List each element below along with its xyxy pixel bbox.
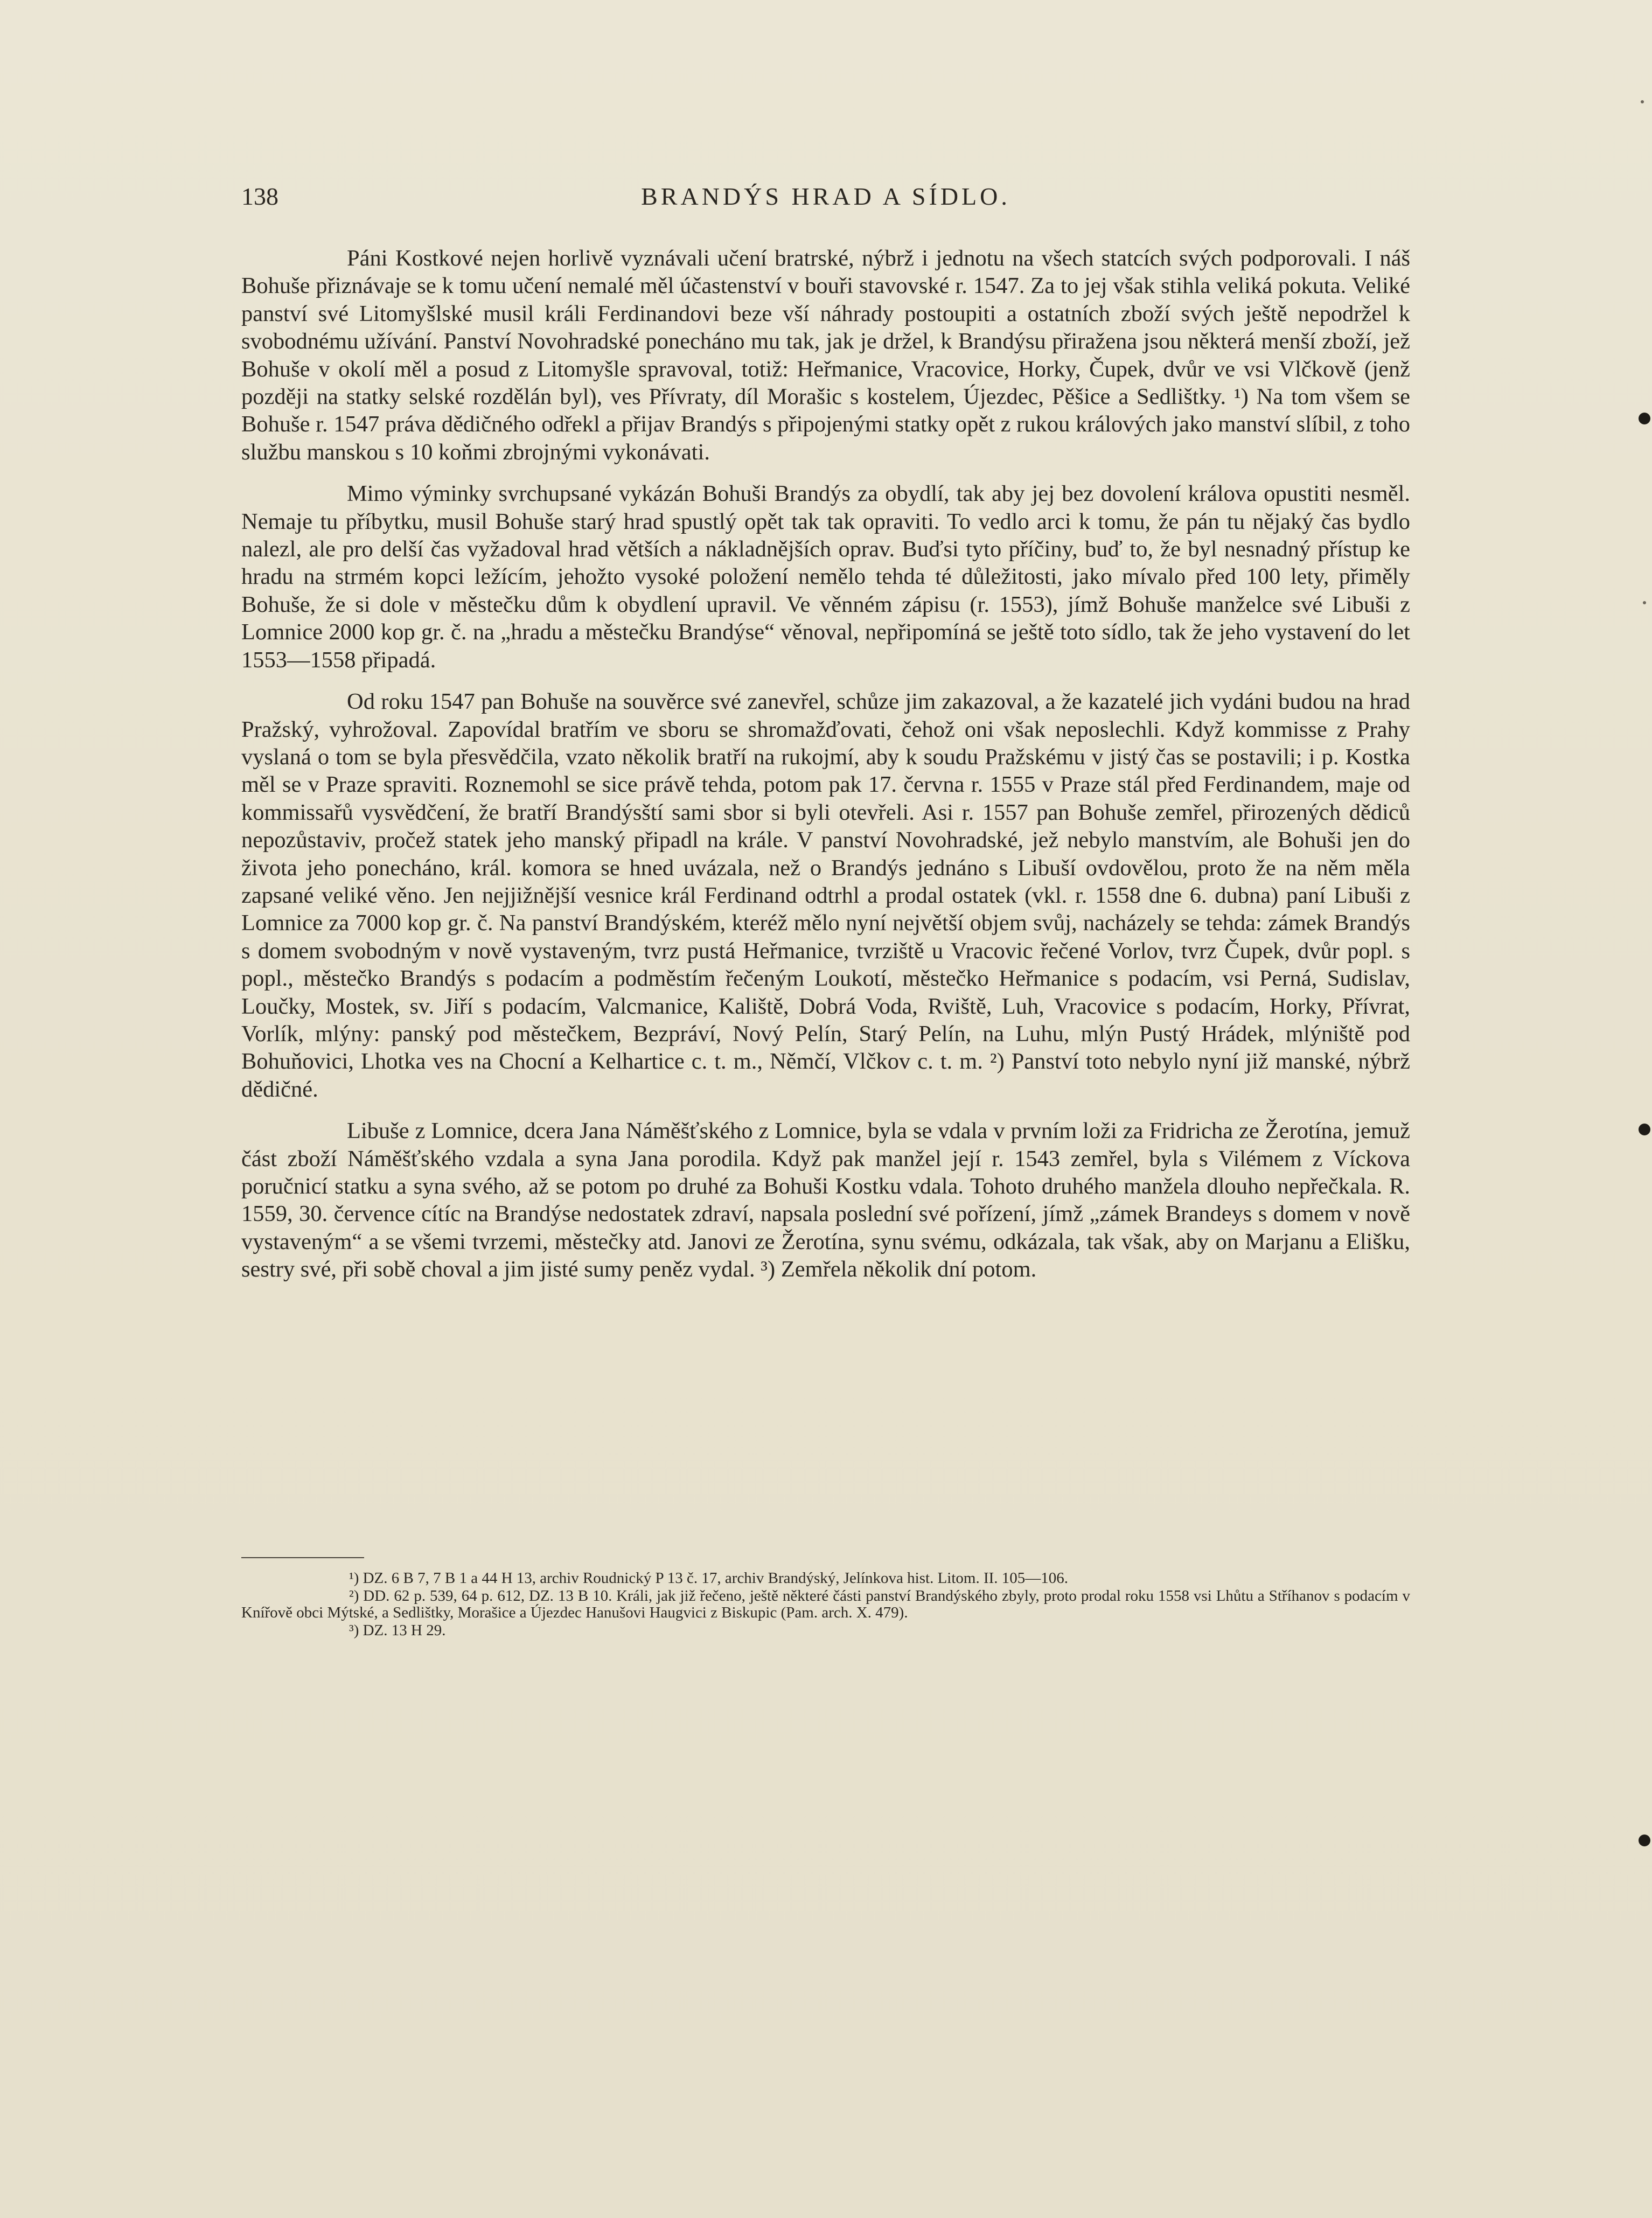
binding-mark (1639, 1124, 1650, 1135)
running-title: BRANDÝS HRAD A SÍDLO. (641, 183, 1010, 210)
page-speck (1643, 601, 1646, 604)
footnote: ¹) DZ. 6 B 7, 7 B 1 a 44 H 13, archiv Roudnický P 13 č. 17, archiv Brandýský, Jelínkova hist. Litom. II. 105—106. (349, 1570, 1069, 1587)
page-header (241, 182, 1410, 214)
footnote: ³) DZ. 13 H 29. (349, 1622, 446, 1639)
body-text (241, 245, 1410, 1298)
paragraph: Mimo výminky svrchupsané vykázán Bohuši Brandýs za obydlí, tak aby jej bez dovolení králova opustiti nesměl. Nemaje tu příbytku, musil Bohuše starý hrad spustlý opět tak tak opraviti. To vedlo arci k tomu, že pán tu nějaký čas bydlo nalezl, ale pro delší čas vyžadoval hrad větších a nákladnějších oprav. Buďsi tyto příčiny, buď to, že byl nesnadný přístup ke hradu na strmém kopci ležícím, jehožto vysoké položení nemělo tehda té důležitosti, jako mívalo před 100 lety, přiměly Bohuše, že si dole v městečku dům k obydlení upravil. Ve věnném zápisu (r. 1553), jímž Bohuše manželce své Libuši z Lomnice 2000 kop gr. č. na „hradu a městečku Brandýse“ věnoval, nepřipomíná se ještě toto sídlo, tak že jeho vystavení do let 1553—1558 připadá. (241, 481, 1410, 673)
page-speck (1641, 100, 1644, 103)
footnote: ²) DD. 62 p. 539, 64 p. 612, DZ. 13 B 10. Králi, jak již řečeno, ještě některé části panství Brandýského zbyly, proto prodal roku 1558 vsi Lhůtu a Stříhanov s podacím v Knířově obci Mýtské, a Sedlištky, Morašice a Újezdec Hanušovi Haugvici z Biskupic (Pam. arch. X. 479). (241, 1587, 1410, 1621)
paragraph: Od roku 1547 pan Bohuše na souvěrce své zanevřel, schůze jim zakazoval, a že kazatelé jich vydáni budou na hrad Pražský, vyhrožoval. Zapovídal bratřím ve sboru se shromažďovati, čehož oni však neposlechli. Když kommisse z Prahy vyslaná o tom se byla přesvědčila, vzato několik bratří na rukojmí, aby k soudu Pražskému v jistý čas se postavili; i p. Kostka měl se v Praze spraviti. Roznemohl se sice právě tehda, potom pak 17. června r. 1555 v Praze stál před Ferdinandem, maje od kommissařů vysvědčení, že bratří Brandýsští sami sbor si byli otevřeli. Asi r. 1557 pan Bohuše zemřel, přirozených dědiců nepozůstaviv, pročež statek jeho manský připadl na krále. V panství Novohradské, jež nebylo manstvím, ale Bohuši jen do života jeho ponecháno, král. komora se hned uvázala, než o Brandýs jednáno s Libuší ovdovělou, proto že na něm měla zapsané veliké věno. Jen nejjižnější vesnice král Ferdinand odtrhl a prodal ostatek (vkl. r. 1558 dne 6. dubna) paní Libuši z Lomnice za 7000 kop gr. č. Na panství Brandýském, kteréž mělo nyní největší objem svůj, nacházely se tehda: zámek Brandýs s domem svobodným v nově vystaveným, tvrz pustá Heřmanice, tvrziště u Vracovic řečené Vorlov, tvrz Čupek, dvůr popl. s popl., městečko Brandýs s podacím a podměstím řečeným Loukotí, městečko Heřmanice s podacím, vsi Perná, Sudislav, Loučky, Mostek, sv. Jiří s podacím, Valcmanice, Kaliště, Dobrá Voda, Rviště, Luh, Vracovice s podacím, Horky, Přívrat, Vorlík, mlýny: panský pod městečkem, Bezpráví, Nový Pelín, Starý Pelín, na Luhu, mlýn Pustý Hrádek, mlýniště pod Bohuňovici, Lhotka ves na Chocní a Kelhartice c. t. m., Němčí, Vlčkov c. t. m. ²) Panství toto nebylo nyní již manské, nýbrž dědičné. (241, 689, 1410, 1102)
footnotes (241, 1570, 1410, 1640)
paragraph: Páni Kostkové nejen horlivě vyznávali učení bratrské, nýbrž i jednotu na všech statcích svých podporovali. I náš Bohuše přiznávaje se k tomu učení nemalé měl účastenství v bouři stavovské r. 1547. Za to jej však stihla veliká pokuta. Veliké panství své Litomyšlské musil králi Ferdinandovi beze vší náhrady postoupiti a ostatních zboží svých ještě nepodržel k svobodnému užívání. Panství Novohradské ponecháno mu tak, jak je držel, k Brandýsu přiražena jsou některá menší zboží, jež Bohuše v okolí měl a posud z Litomyšle spravoval, totiž: Heřmanice, Vracovice, Horky, Čupek, dvůr ve vsi Vlčkově (jenž později na statky selské rozdělán byl), ves Přívraty, díl Morašic s kostelem, Újezdec, Pěšice a Sedlištky. ¹) Na tom všem se Bohuše r. 1547 práva dědičného odřekl a přijav Brandýs s připojenými statky opět z rukou králových jako manství slíbil, z toho službu manskou s 10 koňmi zbrojnými vykonávati. (241, 246, 1410, 465)
paragraph: Libuše z Lomnice, dcera Jana Náměšťského z Lomnice, byla se vdala v prvním loži za Fridricha ze Žerotína, jemuž část zboží Náměšťského vzdala a syna Jana porodila. Když pak manžel její r. 1543 zemřel, byla s Vilémem z Víckova poručnicí statku a syna svého, až se potom po druhé za Bohuši Kostku vdala. Tohoto druhého manžela dlouho nepřečkala. R. 1559, 30. července cítíc na Brandýse nedostatek zdraví, napsala poslední své pořízení, jímž „zámek Brandeys s domem v nově vystaveným“ a se všemi tvrzemi, městečky atd. Janovi ze Žerotína, synu svému, odkázala, tak však, aby on Marjanu a Elišku, sestry své, při sobě choval a jim jisté sumy peněz vydal. ³) Zemřela několik dní potom. (241, 1118, 1410, 1282)
footnote-divider (241, 1557, 364, 1558)
binding-mark (1639, 413, 1650, 424)
binding-mark (1639, 1835, 1650, 1846)
page-number: 138 (241, 183, 278, 210)
